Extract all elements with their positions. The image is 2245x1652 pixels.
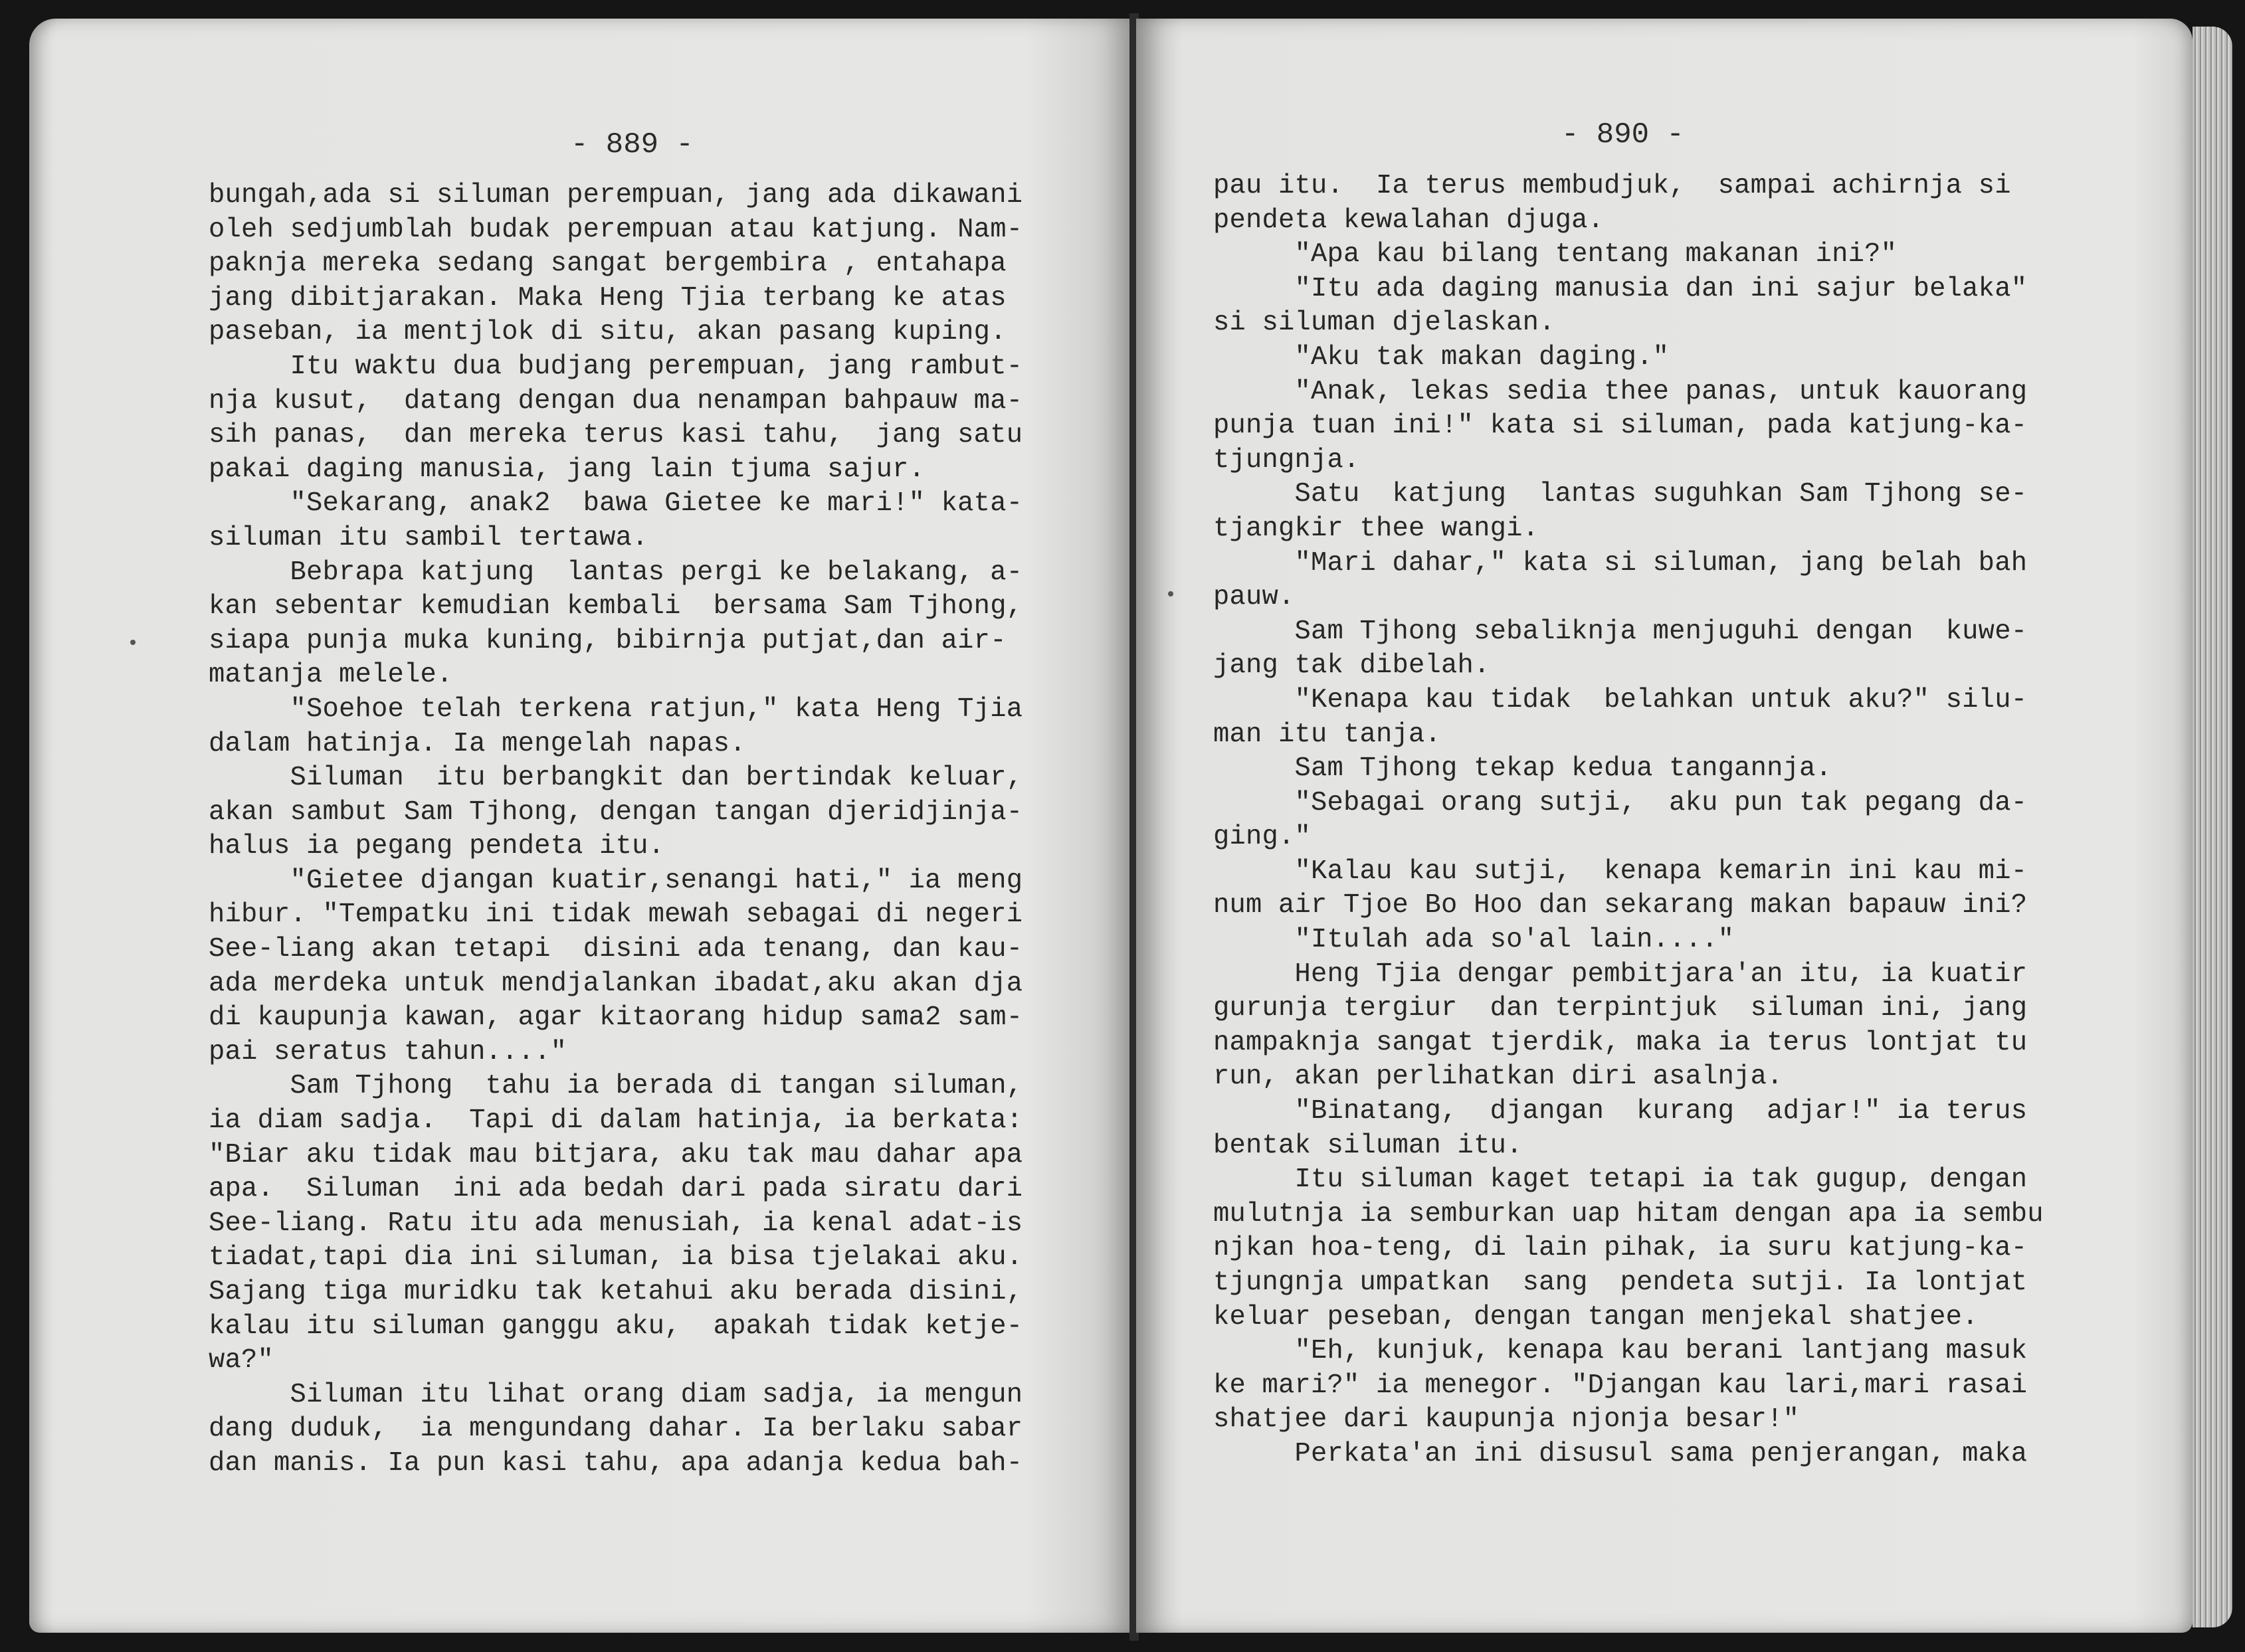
page-number: - 889 -	[571, 128, 694, 161]
text-line: pau itu. Ia terus membudjuk, sampai achirnja si	[1213, 171, 2011, 201]
page-number: - 890 -	[1561, 118, 1684, 151]
text-line: Sam Tjhong tahu ia berada di tangan siluman,	[209, 1071, 1023, 1102]
ink-speck	[1168, 591, 1173, 597]
text-line: num air Tjoe Bo Hoo dan sekarang makan bapauw ini?	[1213, 890, 2028, 921]
text-line: Siluman itu lihat orang diam sadja, ia mengun	[209, 1379, 1023, 1410]
text-line: Itu siluman kaget tetapi ia tak gugup, dengan	[1213, 1164, 2028, 1196]
text-line: mulutnja ia semburkan uap hitam dengan apa ia sembu	[1213, 1198, 2044, 1230]
text-line: kan sebentar kemudian kembali bersama Sam Tjhong,	[209, 591, 1023, 622]
text-line: gurunja tergiur dan terpintjuk siluman ini, jang	[1213, 993, 2028, 1024]
text-line: siluman itu sambil tertawa.	[209, 522, 648, 553]
text-line: Satu katjung lantas suguhkan Sam Tjhong se-	[1213, 479, 2028, 510]
text-line: "Biar aku tidak mau bitjara, aku tak mau dahar apa	[209, 1139, 1023, 1170]
text-line: ke mari?" ia menegor. "Djangan kau lari,mari rasai	[1213, 1370, 2028, 1401]
text-line: njkan hoa-teng, di lain pihak, ia suru katjung-ka-	[1213, 1233, 2028, 1264]
text-line: "Binatang, djangan kurang adjar!" ia terus	[1213, 1096, 2028, 1127]
ink-speck	[130, 640, 136, 645]
text-line: Itu waktu dua budjang perempuan, jang rambut-	[209, 351, 1023, 382]
left-page	[29, 19, 1132, 1633]
text-line: Perkata'an ini disusul sama penjerangan, maka	[1213, 1438, 2028, 1469]
text-line: siapa punja muka kuning, bibirnja putjat,dan air-	[209, 625, 1007, 656]
text-line: "Itu ada daging manusia dan ini sajur belaka"	[1213, 273, 2028, 304]
text-line: "Sebagai orang sutji, aku pun tak pegang da-	[1213, 787, 2028, 818]
text-line: "Anak, lekas sedia thee panas, untuk kauorang	[1213, 376, 2028, 407]
text-line: "Soehoe telah terkena ratjun," kata Heng Tjia	[209, 693, 1023, 725]
text-line: tjungnja umpatkan sang pendeta sutji. Ia lontjat	[1213, 1267, 2028, 1298]
text-line: wa?"	[209, 1345, 274, 1376]
text-line: Sam Tjhong sebaliknja menjuguhi dengan kuwe-	[1213, 616, 2028, 647]
text-line: punja tuan ini!" kata si siluman, pada katjung-ka-	[1213, 411, 2028, 442]
text-line: shatjee dari kaupunja njonja besar!"	[1213, 1404, 1800, 1435]
page-text-left	[209, 179, 1092, 1481]
page-edges	[2193, 27, 2232, 1627]
text-line: dalam hatinja. Ia mengelah napas.	[209, 728, 746, 759]
text-line: Siluman itu berbangkit dan bertindak keluar,	[209, 763, 1023, 794]
text-line: paseban, ia mentjlok di situ, akan pasang kuping.	[209, 317, 1007, 348]
text-line: bungah,ada si siluman perempuan, jang ada dikawani	[209, 180, 1023, 211]
text-line: di kaupunja kawan, agar kitaorang hidup sama2 sam-	[209, 1002, 1023, 1034]
text-line: "Aku tak makan daging."	[1213, 341, 1670, 373]
text-line: "Itulah ada so'al lain...."	[1213, 925, 1735, 956]
text-line: nampaknja sangat tjerdik, maka ia terus lontjat tu	[1213, 1027, 2028, 1058]
text-line: tjangkir thee wangi.	[1213, 513, 1539, 544]
text-line: See-liang. Ratu itu ada menusiah, ia kenal adat-is	[209, 1208, 1023, 1239]
text-line: pai seratus tahun...."	[209, 1036, 567, 1067]
text-line: matanja melele.	[209, 660, 453, 691]
text-line: "Eh, kunjuk, kenapa kau berani lantjang masuk	[1213, 1336, 2028, 1367]
text-line: oleh sedjumblah budak perempuan atau katjung. Nam-	[209, 214, 1023, 245]
text-line: akan sambut Sam Tjhong, dengan tangan djeridjinja-	[209, 796, 1023, 828]
text-line: paknja mereka sedang sangat bergembira , entahapa	[209, 248, 1007, 280]
text-line: ia diam sadja. Tapi di dalam hatinja, ia berkata:	[209, 1105, 1023, 1137]
text-line: jang tak dibelah.	[1213, 650, 1490, 682]
text-line: kalau itu siluman ganggu aku, apakah tidak ketje-	[209, 1311, 1023, 1342]
text-line: man itu tanja.	[1213, 719, 1442, 750]
text-line: "Apa kau bilang tentang makanan ini?"	[1213, 239, 1898, 270]
page-text-right	[1213, 169, 2070, 1472]
text-line: tjungnja.	[1213, 444, 1360, 476]
text-line: Sajang tiga muridku tak ketahui aku berada disini,	[209, 1277, 1023, 1307]
text-line: ada merdeka untuk mendjalankan ibadat,aku akan dja	[209, 968, 1023, 999]
text-line: ging."	[1213, 822, 1312, 853]
text-line: tiadat,tapi dia ini siluman, ia bisa tjelakai aku.	[209, 1242, 1023, 1273]
text-line: apa. Siluman ini ada bedah dari pada siratu dari	[209, 1174, 1023, 1205]
text-line: jang dibitjarakan. Maka Heng Tjia terbang ke atas	[209, 282, 1007, 314]
text-line: sih panas, dan mereka terus kasi tahu, jang satu	[209, 420, 1023, 451]
text-line: pauw.	[1213, 582, 1295, 613]
text-line: halus ia pegang pendeta itu.	[209, 831, 665, 862]
text-line: dang duduk, ia mengundang dahar. Ia berlaku sabar	[209, 1414, 1023, 1445]
text-line: bentak siluman itu.	[1213, 1130, 1523, 1161]
text-line: "Mari dahar," kata si siluman, jang belah bah	[1213, 547, 2028, 579]
text-line: keluar peseban, dengan tangan menjekal shatjee.	[1213, 1301, 1979, 1332]
right-page	[1136, 19, 2193, 1633]
text-line: See-liang akan tetapi disini ada tenang, dan kau-	[209, 934, 1023, 965]
text-line: "Gietee djangan kuatir,senangi hati," ia meng	[209, 865, 1023, 896]
text-line: Bebrapa katjung lantas pergi ke belakang, a-	[209, 557, 1023, 588]
text-line: Sam Tjhong tekap kedua tangannja.	[1213, 753, 1832, 784]
text-line: pendeta kewalahan djuga.	[1213, 205, 1605, 236]
text-line: si siluman djelaskan.	[1213, 308, 1555, 339]
text-line: Heng Tjia dengar pembitjara'an itu, ia kuatir	[1213, 959, 2028, 990]
text-line: nja kusut, datang dengan dua nenampan bahpauw ma-	[209, 385, 1023, 416]
text-line: pakai daging manusia, jang lain tjuma sajur.	[209, 454, 926, 485]
text-line: "Kenapa kau tidak belahkan untuk aku?" silu-	[1213, 684, 2028, 715]
text-line: dan manis. Ia pun kasi tahu, apa adanja kedua bah-	[209, 1447, 1023, 1479]
text-line: "Sekarang, anak2 bawa Gietee ke mari!" kata-	[209, 488, 1023, 519]
text-line: "Kalau kau sutji, kenapa kemarin ini kau mi-	[1213, 856, 2028, 887]
text-line: run, akan perlihatkan diri asalnja.	[1213, 1061, 1783, 1093]
text-line: hibur. "Tempatku ini tidak mewah sebagai di negeri	[209, 899, 1023, 931]
